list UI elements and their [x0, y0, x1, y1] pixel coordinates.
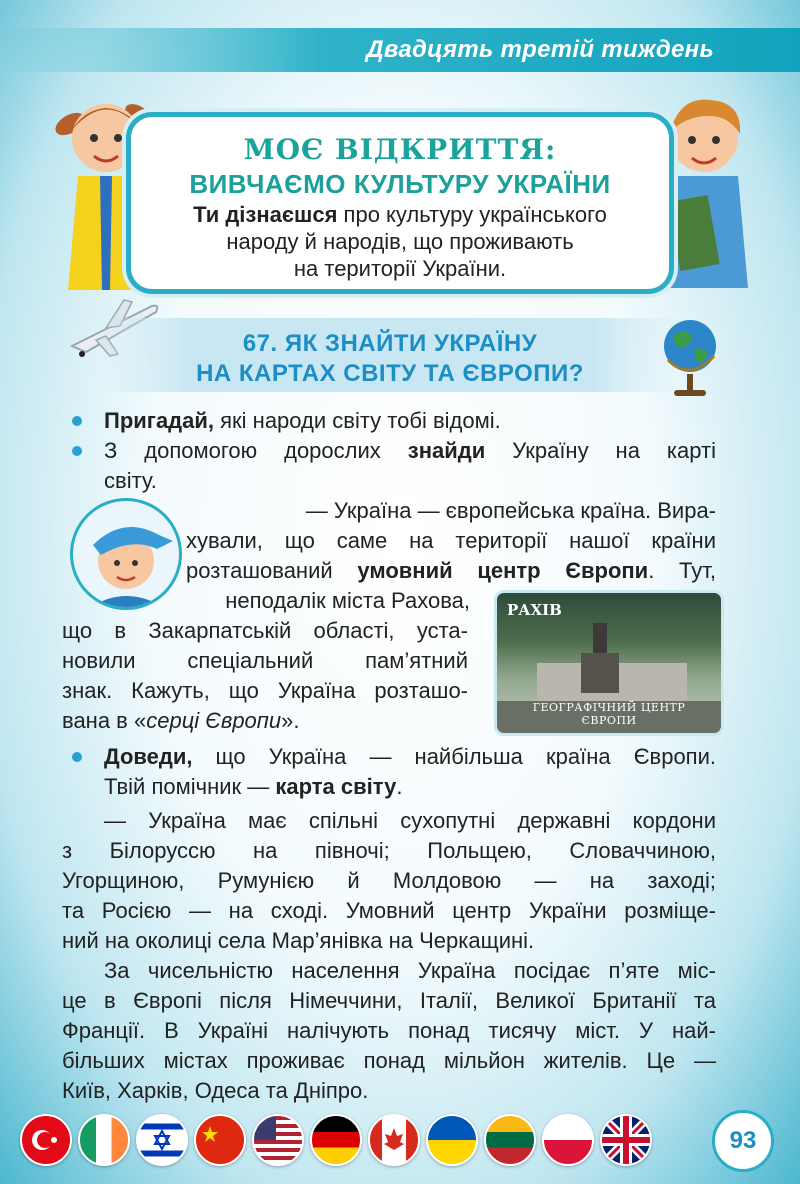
para1-line8: вана в «серці Європи».	[62, 708, 300, 733]
poland-flag	[542, 1114, 594, 1166]
para1-line7: знак. Кажуть, що Україна розташо-	[62, 678, 468, 703]
bullet-prove: Доведи, що Україна — найбільша країна Європи.	[104, 744, 716, 769]
bullet-dot	[72, 752, 82, 762]
germany-flag	[310, 1114, 362, 1166]
boy-avatar	[70, 498, 182, 610]
bullet-prove-cont: Твій помічник — карта світу.	[104, 774, 403, 799]
flags-row	[16, 1114, 696, 1166]
para1-line6: новили спеціальний пам’ятний	[62, 648, 468, 673]
bullet-find: З допомогою дорослих знайди Україну на карті	[104, 438, 716, 463]
para2-line3: Угорщиною, Румунією й Молдовою — на заході;	[62, 868, 716, 893]
photo-label: РАХІВ	[507, 601, 562, 619]
para2-line5: ний на околиці села Мар’янівка на Черкащині.	[62, 928, 535, 953]
lithuania-flag	[484, 1114, 536, 1166]
rakhiv-photo	[494, 590, 724, 736]
para3-line5: Київ, Харків, Одеса та Дніпро.	[62, 1078, 369, 1103]
para3-line1: За чисельністю населення Україна посідає п’яте міс-	[104, 958, 716, 983]
para3-line4: більших містах проживає понад мільйон жителів. Це —	[62, 1048, 716, 1073]
intro-heading: МОЄ ВІДКРИТТЯ:	[243, 133, 557, 166]
lesson-title-line2: НА КАРТАХ СВІТУ ТА ЄВРОПИ?	[196, 360, 584, 387]
para2-line1: — Україна має спільні сухопутні державні кордони	[104, 808, 716, 833]
week-header-bar	[0, 28, 800, 72]
bullet-recall: Пригадай, які народи світу тобі відомі.	[104, 408, 501, 433]
para3-line2: це в Європі після Німеччини, Італії, Великої Британії та	[62, 988, 716, 1013]
para1-line2: хували, що саме на території нашої країни	[186, 528, 716, 553]
ukraine-flag	[426, 1114, 478, 1166]
intro-box	[126, 112, 674, 294]
israel-flag	[136, 1114, 188, 1166]
para2-line2: з Білоруссю на півночі; Польщею, Словаччиною,	[62, 838, 716, 863]
bullet-dot	[72, 446, 82, 456]
para1-line5: що в Закарпатській області, уста-	[62, 618, 468, 643]
para1-line3: розташований умовний центр Європи. Тут,	[186, 558, 716, 583]
para3-line3: Франції. В Україні налічують понад тисячу міст. У най-	[62, 1018, 716, 1043]
intro-lead: Ти дізнаєшся	[193, 202, 338, 227]
globe-icon	[660, 316, 720, 402]
china-flag	[194, 1114, 246, 1166]
bullet-dot	[72, 416, 82, 426]
lesson-title-line1: 67. ЯК ЗНАЙТИ УКРАЇНУ	[242, 330, 538, 357]
week-title: Двадцять третій тиждень	[366, 36, 714, 63]
bullet-find-cont: світу.	[104, 468, 157, 493]
para2-line4: та Росією — на сході. Умовний центр України розміще-	[62, 898, 716, 923]
ireland-flag	[78, 1114, 130, 1166]
uk-flag	[600, 1114, 652, 1166]
canada-flag	[368, 1114, 420, 1166]
turkey-flag	[20, 1114, 72, 1166]
usa-flag	[252, 1114, 304, 1166]
para1-line1: — Україна — європейська країна. Вира-	[305, 498, 716, 523]
intro-text: Ти дізнаєшся про культуру українського народу й народів, що проживають на території України.	[193, 202, 607, 281]
page-number: 93	[712, 1110, 774, 1172]
intro-subheading: ВИВЧАЄМО КУЛЬТУРУ УКРАЇНИ	[189, 169, 611, 199]
para1-line4: неподалік міста Рахова,	[225, 588, 470, 613]
photo-caption: ГЕОГРАФІЧНИЙ ЦЕНТР ЄВРОПИ	[532, 701, 686, 727]
lesson-title-band	[100, 318, 680, 392]
